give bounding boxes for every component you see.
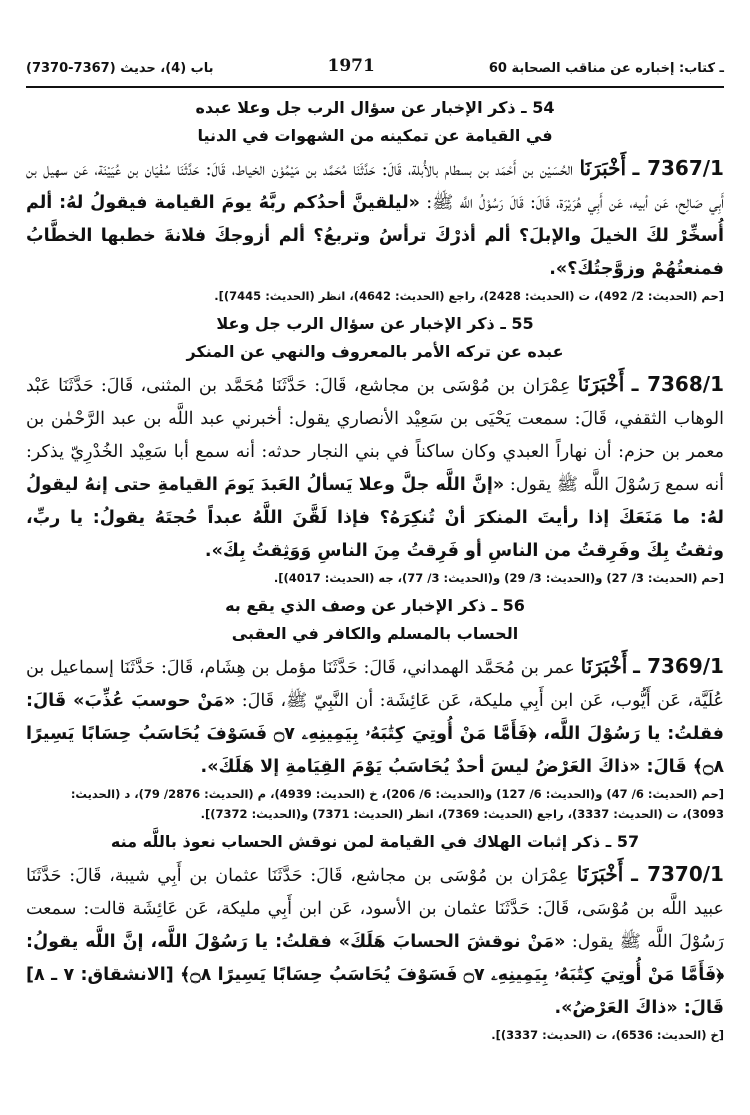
hadith-text: [26, 368, 724, 568]
section-title: [26, 94, 724, 150]
section-title-line: عبده عن تركه الأمر بالمعروف والنهي عن المنكر: [186, 342, 564, 361]
hadith-number: 7368/1 ـ: [631, 372, 724, 396]
hadith-opening: أَخْبَرَنَا: [576, 862, 624, 886]
section-title-line: 56 ـ ذكر الإخبار عن وصف الذي يقع به: [225, 596, 525, 615]
section-title: [26, 310, 724, 366]
section-title-line: 57 ـ ذكر إثبات الهلاك في القيامة لمن نوقش الحساب نعوذ باللَّه منه: [110, 832, 640, 851]
hadith-number: 7369/1 ـ: [633, 654, 724, 678]
hadith-reference: [حم (الحديث: 2/ 492)، ت (الحديث: 2428)، راجع (الحديث: 4642)، انظر (الحديث: 7445)].: [214, 289, 724, 303]
hadith-reference: [حم (الحديث: 3/ 27) و(الحديث: 3/ 29) و(الحديث: 3/ 77)، جه (الحديث: 4017)].: [273, 571, 724, 585]
header-rule: [26, 86, 724, 88]
section-title: [26, 828, 724, 856]
hadith-quote: «ليلقينَّ أحدُكم ربَّهُ يومَ القيامة فيقولُ لهُ: ألم أُسخِّرْ لكَ الخيلَ والإبلَ؟ ألم أذرْكَ ترأسُ وتربعُ؟ ألم أزوجكَ فلانةَ خطبها الخطَّابُ فمنعتُهُمْ وزوَّجتُكَ؟».: [26, 193, 724, 279]
hadith-text: [26, 650, 724, 784]
page-number: 1971: [327, 56, 375, 76]
hadith-reference: [خ (الحديث: 6536)، ت (الحديث: 3337)].: [491, 1028, 724, 1042]
hadith-quote: «إنَّ اللَّه جلَّ وعلا يَسألُ العَبدَ يَومَ القيامةِ حتى إنهُ ليقولُ لهُ: ما مَنَعَكَ إذا رأيتَ المنكرَ أنْ تُنكِرَهُ؟ فإذا لَقَّنَ اللَّهُ عبداً حُجتَهُ يقولُ: يا ربِّ، وثقتُ بِكَ وفَرِقتُ من الناسِ أو فَرِقتُ مِنَ الناسِ وَوَثِقتُ بِكَ».: [26, 475, 724, 561]
header-book-title: 60 ـ كتاب: إخباره عن مناقب الصحابة: [488, 61, 724, 76]
hadith-opening: أَخْبَرَنَا: [577, 372, 625, 396]
section-title-line: في القيامة عن تمكينه من الشهوات في الدنيا: [197, 126, 553, 145]
hadith-text: [26, 152, 724, 286]
hadith-chain: عمر بن مُحَمَّد الهمداني، قَالَ: حَدَّثَنَا مؤمل بن هِشَام، قَالَ: حَدَّثَنَا إسماعيل بن عُلَيَّة، عَن أَيُّوب، عَن ابن أَبِي مليكة، عَن عَائِشَة: أن النَّبِيّ ﷺ، قَالَ:: [26, 658, 724, 711]
hadith-chain: الحُسَيْن بن أَحْمَد بن بسطام بالأُبلة، قَالَ: حَدَّثَنَا مُحَمَّد بن مَيْمُوْن الخياط، قَالَ: حَدَّثَنَا سُفْيَان بن عُيَيْنَة، عَن سهيل بن أَبِي صَالِح، عَن أبيه، عَن أَبِي هُرَيْرَة، قَالَ: قَالَ رَسُوْلُ اللَّه ﷺ:: [26, 160, 725, 213]
section-title: [26, 592, 724, 648]
hadith-opening: أَخْبَرَنَا: [579, 156, 627, 180]
hadith-number: 7367/1 ـ: [632, 156, 724, 180]
hadith-quote: «مَنْ حوسبَ عُذِّبَ» قَالَ: فقلتُ: يا رَسُوْلَ اللَّه، ﴿فَأَمَّا مَنْ أُوتِيَ كِتَٰبَهُۥ بِيَمِينِهِۦ ۝٧ فَسَوْفَ يُحَاسَبُ حِسَابًا يَسِيرًا ۝٨﴾ قَالَ: «ذاكَ العَرْضُ ليسَ أحدٌ يُحَاسَبُ يَوْمَ القِيَامةِ إلا هَلَكَ».: [26, 691, 725, 777]
page-content: [26, 92, 724, 1049]
hadith-chain: عِمْرَان بن مُوْسَى بن مجاشع، قَالَ: حَدَّثَنَا مُحَمَّد بن المثنى، قَالَ: حَدَّثَنَا عَبْد الوهاب الثقفي، قَالَ: سمعت يَحْيَى بن سَعِيْد الأنصاري يقول: أخبرني عبد اللَّه بن عبد الرَّحْمٰن بن معمر بن حزم: أن نهاراً العبدي وكان ساكناً في بني النجار حدثه: أنه سمع أبا سَعِيْد الخُدْرِيّ يذكر: أنه سمع رَسُوْلَ اللَّه ﷺ يقول:: [26, 376, 724, 495]
hadith-opening: أَخْبَرَنَا: [580, 654, 628, 678]
section-title-line: 55 ـ ذكر الإخبار عن سؤال الرب جل وعلا: [216, 314, 534, 333]
running-header: [26, 0, 724, 86]
header-chapter-ref: باب (4)، حديث (7367-7370): [26, 61, 214, 76]
section-title-line: الحساب بالمسلم والكافر في العقبى: [231, 624, 519, 643]
hadith-reference: [حم (الحديث: 6/ 47) و(الحديث: 6/ 127) و(الحديث: 6/ 206)، خ (الحديث: 4939)، م (الحديث: 2876/ 79)، د (الحديث: 3093)، ت (الحديث: 3337)، راجع (الحديث: 7369)، انظر (الحديث: 7371) و(الحديث: 7372)].: [70, 787, 724, 821]
hadith-chain: عِمْرَان بن مُوْسَى بن مجاشع، قَالَ: حَدَّثَنَا عثمان بن أَبِي شيبة، قَالَ: حَدَّثَنَا عبيد اللَّه بن مُوْسَى، قَالَ: حَدَّثَنَا عثمان بن الأسود، عَن ابن أَبِي مليكة، عَن عَائِشَة قالت: سمعت رَسُوْلَ اللَّه ﷺ يقول:: [26, 866, 724, 952]
hadith-text: [26, 858, 724, 1025]
section-title-line: 54 ـ ذكر الإخبار عن سؤال الرب جل وعلا عبده: [195, 98, 555, 117]
hadith-number: 7370/1 ـ: [631, 862, 724, 886]
hadith-quote: «مَنْ نوقشَ الحسابَ هَلَكَ» فقلتُ: يا رَسُوْلَ اللَّه، إنَّ اللَّه يقولُ: ﴿فَأَمَّا مَنْ أُوتِيَ كِتَٰبَهُۥ بِيَمِينِهِۦ ۝٧ فَسَوْفَ يُحَاسَبُ حِسَابًا يَسِيرًا ۝٨﴾ [الانشقاق: ٧ ـ ٨] قَالَ: «ذاكَ العَرْضُ».: [26, 932, 725, 1018]
